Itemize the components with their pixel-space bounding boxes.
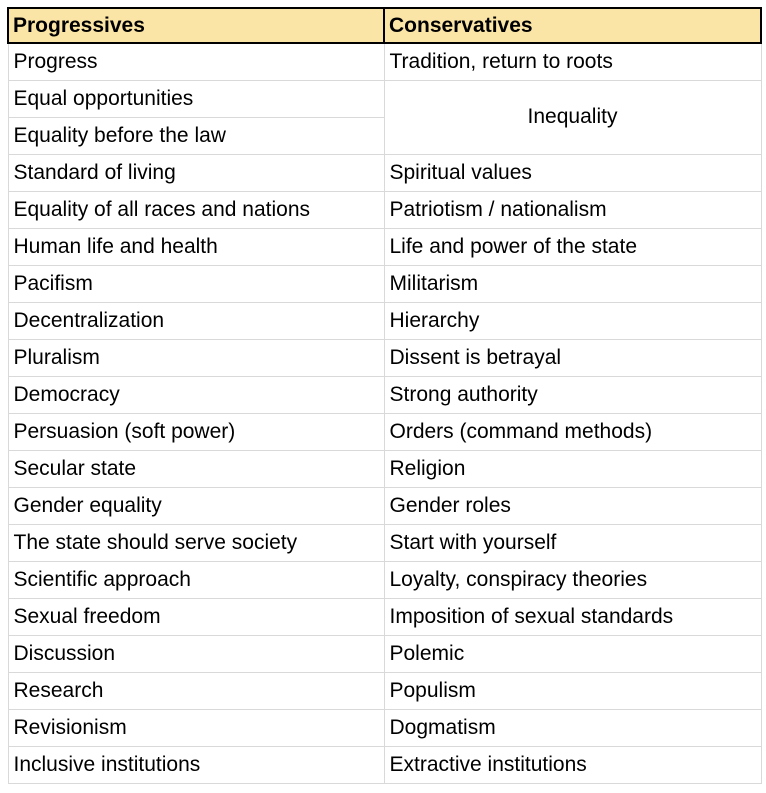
conservative-cell: Orders (command methods): [384, 413, 761, 450]
progressive-cell: Standard of living: [8, 154, 384, 191]
progressive-cell: Discussion: [8, 635, 384, 672]
table-row: [8, 302, 761, 339]
table-row: [8, 672, 761, 709]
conservative-cell: Extractive institutions: [384, 746, 761, 783]
conservative-cell: Patriotism / nationalism: [384, 191, 761, 228]
progressive-cell: Pluralism: [8, 339, 384, 376]
table-row: [8, 746, 761, 783]
table-row: [8, 80, 761, 117]
conservative-cell: Loyalty, conspiracy theories: [384, 561, 761, 598]
progressive-cell: Democracy: [8, 376, 384, 413]
conservative-cell: Gender roles: [384, 487, 761, 524]
table-row: [8, 191, 761, 228]
progressive-cell: Equal opportunities: [8, 80, 384, 117]
progressive-cell: Pacifism: [8, 265, 384, 302]
table-row: [8, 598, 761, 635]
table-row: [8, 635, 761, 672]
table-row: [8, 524, 761, 561]
table-row: [8, 450, 761, 487]
table-row: [8, 265, 761, 302]
progressive-cell: Progress: [8, 43, 384, 80]
progressive-cell: Scientific approach: [8, 561, 384, 598]
progressive-cell: Equality before the law: [8, 117, 384, 154]
conservative-cell: Religion: [384, 450, 761, 487]
conservative-cell: Populism: [384, 672, 761, 709]
table-row: [8, 413, 761, 450]
conservative-cell: Militarism: [384, 265, 761, 302]
table-row: [8, 339, 761, 376]
conservative-cell: Hierarchy: [384, 302, 761, 339]
progressive-cell: Revisionism: [8, 709, 384, 746]
table-row: [8, 561, 761, 598]
table-row: [8, 487, 761, 524]
conservative-cell: Start with yourself: [384, 524, 761, 561]
progressive-cell: Persuasion (soft power): [8, 413, 384, 450]
conservative-cell: Life and power of the state: [384, 228, 761, 265]
conservative-cell-merged: Inequality: [384, 80, 761, 154]
conservative-cell: Strong authority: [384, 376, 761, 413]
table-row: [8, 228, 761, 265]
progressive-cell: Human life and health: [8, 228, 384, 265]
progressive-cell: Gender equality: [8, 487, 384, 524]
progressive-cell: Secular state: [8, 450, 384, 487]
progressive-cell: Sexual freedom: [8, 598, 384, 635]
conservative-cell: Imposition of sexual standards: [384, 598, 761, 635]
header-row: [8, 8, 761, 43]
conservative-cell: Dogmatism: [384, 709, 761, 746]
table-row: [8, 154, 761, 191]
table-row: [8, 709, 761, 746]
conservative-cell: Dissent is betrayal: [384, 339, 761, 376]
progressive-cell: Decentralization: [8, 302, 384, 339]
header-progressives: Progressives: [8, 8, 384, 43]
table-row: [8, 43, 761, 80]
comparison-table: [7, 7, 762, 784]
conservative-cell: Spiritual values: [384, 154, 761, 191]
progressive-cell: Research: [8, 672, 384, 709]
progressive-cell: The state should serve society: [8, 524, 384, 561]
table-row: [8, 376, 761, 413]
progressive-cell: Equality of all races and nations: [8, 191, 384, 228]
header-conservatives: Conservatives: [384, 8, 761, 43]
conservative-cell: Tradition, return to roots: [384, 43, 761, 80]
conservative-cell: Polemic: [384, 635, 761, 672]
progressive-cell: Inclusive institutions: [8, 746, 384, 783]
